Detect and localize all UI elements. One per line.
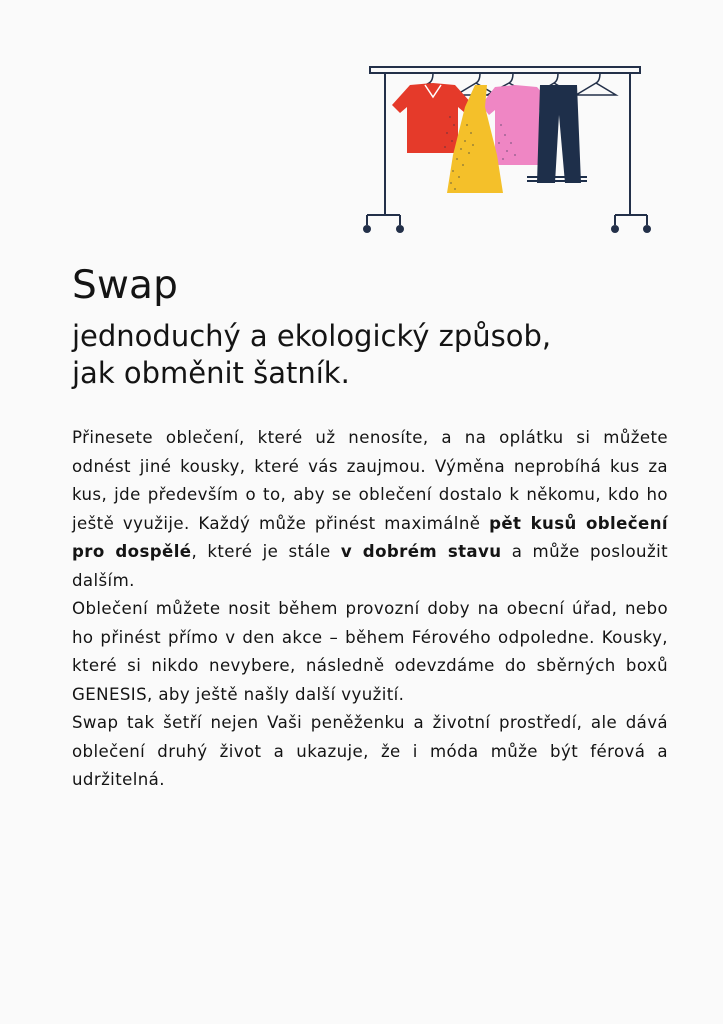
rack-top-bar — [370, 67, 640, 73]
navy-pants — [537, 85, 581, 183]
wheel — [396, 225, 404, 233]
wheel — [643, 225, 651, 233]
paragraph-2: Oblečení můžete nosit během provozní doby na obecní úřad, nebo ho přinést přímo v den akce – během Férového odpoledne. Kousky, které si nikdo nevybere, následně odevzdáme do sběrných boxů GENESIS, aby ještě našly další využití. — [72, 599, 668, 704]
wheel — [363, 225, 371, 233]
wheel — [611, 225, 619, 233]
page-title: Swap — [72, 263, 179, 308]
paragraph-3: Swap tak šetří nejen Vaši peněženku a životní prostředí, ale dává oblečení druhý život a ukazuje, že i móda může být férová a udržitelná. — [72, 713, 668, 789]
paragraph-1-bold-1: pět kusů oblečení pro dospělé — [72, 513, 668, 561]
paragraph-1 — [72, 424, 668, 595]
subtitle-line-2: jak obměnit šatník. — [72, 356, 350, 390]
paragraph-1-text-c: a může posloužit dalším. — [72, 542, 668, 590]
page-subtitle — [72, 318, 692, 392]
paragraph-1-text-b: , které je stále — [191, 542, 341, 561]
paragraph-1-bold-2: v dobrém stavu — [340, 542, 502, 561]
body-text — [72, 424, 668, 795]
paragraph-1-text-a: Přinesete oblečení, které už nenosíte, a na oplátku si můžete odnést jiné kousky, které vás zaujmou. Výměna neprobíhá kus za kus, jde především o to, aby se oblečení dostalo k někomu, kdo ho ještě využije. Každý může přinést maximálně — [72, 428, 668, 533]
subtitle-line-1: jednoduchý a ekologický způsob, — [72, 319, 552, 353]
clothes-rack-illustration — [355, 55, 655, 240]
